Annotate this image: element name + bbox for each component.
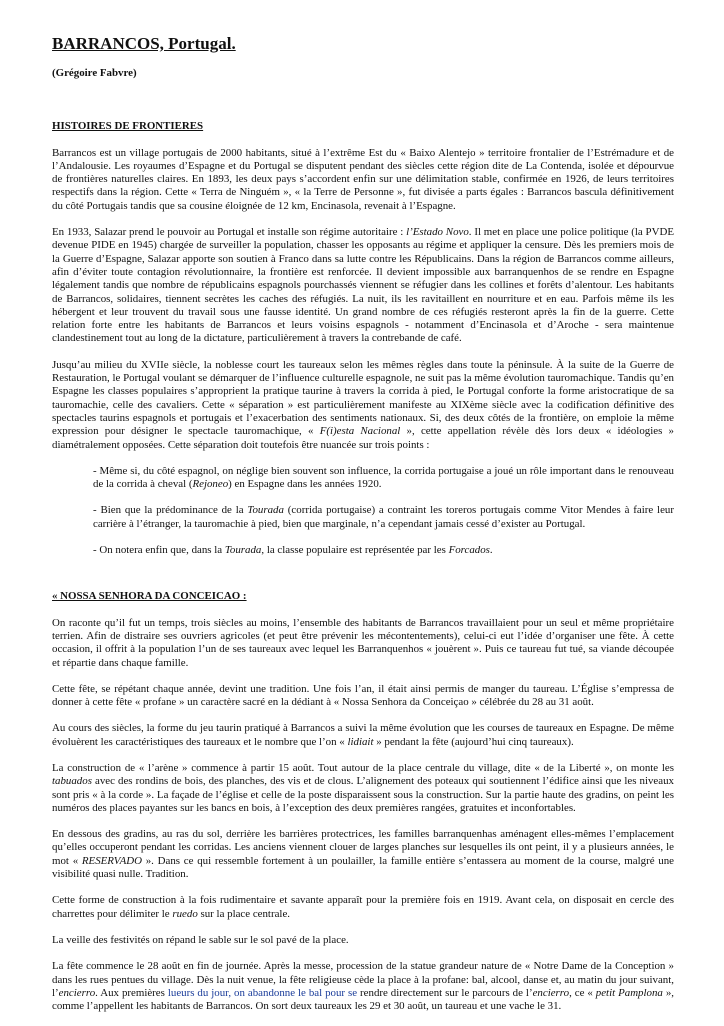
paragraph-4: On raconte qu’il fut un temps, trois siècles au moins, l’ensemble des habitants de Barrancos travaillaient pour un seul et même propriétaire terrien. Afin de distraire ses ouvriers agricoles (et peut être prévenir les mécontentements), celui-ci eut l’idée d’organiser une fête. À cette occasion, il offrit à la population l’un de ses taureaux avec lequel les Barranquenhos « jouèrent ». Puis ce taureau fut tué, sa viande découpée et répartie dans chaque famille. bbox=[52, 616, 674, 669]
paragraph-10: La veille des festivités on répand le sable sur le sol pavé de la place. bbox=[52, 933, 349, 946]
bullet-point-3: - On notera enfin que, dans la Tourada, la classe populaire est représentée par les Forcados. bbox=[93, 544, 493, 557]
document-page bbox=[52, 34, 674, 1026]
paragraph-7: La construction de « l’arène » commence à partir 15 août. Tout autour de la place centrale du village, dite « de la Liberté », on monte les tabuados avec des rondins de bois, des planches, des vis et de clous. L’alignement des poteaux qui soutiennent l’édifice ainsi que les niveaux sont pris « à la corde ». La façade de l’église et celle de la poste disparaissent sous la construction. Sur la partie haute des gradins, on peint les numéros des places payantes sur les bancs en bois, à l’exception des deux premières rangées, gratuites et inconfortables. bbox=[52, 761, 674, 814]
section-heading-conceicao: « NOSSA SENHORA DA CONCEICAO : bbox=[52, 590, 247, 603]
document-author: (Grégoire Fabvre) bbox=[52, 67, 137, 79]
paragraph-2: En 1933, Salazar prend le pouvoir au Portugal et installe son régime autoritaire : l’Estado Novo. Il met en place une police politique (la PVDE devenue PIDE en 1945) chargée de surveiller la population, chasser les opposants au régime et appliquer la censure. Dès les premiers mois de la Guerre d’Espagne, Salazar apporte son soutien à Franco dans sa lutte contre les Républicains. Dans la région de Barrancos comme ailleurs, afin d’éviter toute contagion révolutionnaire, la frontière est renforcée. Il devient impossible aux barranquenhos de se rendre en Espagne légalement tandis que nombre de républicains espagnols pourchassés viennent se réfugier dans les collines et forêts d’alentour. Les habitants de Barrancos, solidaires, tiennent secrètes les caches des réfugiés. La nuit, ils les ravitaillent en nourriture et en eau. Parfois même ils les hébergent et leur trouvent du travail sous une fausse identité. Un grand nombre de ces réfugiés resteront après la fin de la guerre. Cette relation forte entre les habitants de Barrancos et leurs voisins espagnols - notamment d’Encinasola et d’Aroche - sera maintenue clandestinement tout au long de la dictature, particulièrement à travers la contrebande de café. bbox=[52, 226, 674, 345]
paragraph-8: En dessous des gradins, au ras du sol, derrière les barrières protectrices, les familles barranquenhas aménagent elles-mêmes l’emplacement qu’elles occuperont pendant les corridas. Les anciens viennent clouer de larges planches sur lesquelles ils ont peint, il y a plusieurs années, le mot « RESERVADO ». Dans ce qui ressemble fortement à un poulailler, la famille entière s’entassera au moment de la course, malgré une visibilité quasi nulle. Tradition. bbox=[52, 828, 674, 881]
paragraph-6: Au cours des siècles, la forme du jeu taurin pratiqué à Barrancos a suivi la même évolution que les courses de taureaux en Espagne. De même évoluèrent les caractéristiques des taureaux et le nombre que l’on « lidiait » pendant la fête (aujourd’hui cinq taureaux). bbox=[52, 722, 674, 748]
paragraph-1: Barrancos est un village portugais de 2000 habitants, situé à l’extrême Est du « Baixo Alentejo » territoire frontalier de l’Estrémadure et de l’Andalousie. Les royaumes d’Espagne et du Portugal se disputent pendant des siècles cette région dite de La Contenda, isolée et dépourvue de frontières naturelles claires. En 1893, les deux pays s’accordent enfin sur une délimitation stable, confirmée en 1926, de leurs territoires respectifs dans la région. Cette « Terra de Ninguém », « la Terre de Personne », fut divisée a parts égales : Barrancos bascula définitivement du côté Portugais tandis que sa cousine éloignée de 12 km, Encinasola, revenait à l’Espagne. bbox=[52, 146, 674, 212]
paragraph-11: La fête commence le 28 août en fin de journée. Après la messe, procession de la statue grandeur nature de « Notre Dame de la Conception » dans les rues pentues du village. Dès la nuit venue, la fête religieuse cède la place à la profane: bal, alcool, danse et, au matin du jour suivant, l’encierro. Aux premières lueurs du jour, on abandonne le bal pour se rendre directement sur le parcours de l’encierro, ce « petit Pamplona », comme l’appellent les habitants de Barrancos. On sort deux taureaux les 29 et 30 août, un taureau et une vache le 31. bbox=[52, 960, 674, 1013]
highlighted-link-text[interactable]: lueurs du jour, on abandonne le bal pour se bbox=[167, 986, 358, 999]
bullet-point-2: - Bien que la prédominance de la Tourada (corrida portugaise) a contraint les toreros portugais comme Vitor Mendes à faire leur carrière à l’étranger, la tauromachie à pied, bien que marginale, n’a cependant jamais cessé d’exister au Portugal. bbox=[93, 504, 674, 530]
paragraph-5: Cette fête, se répétant chaque année, devint une tradition. Une fois l’an, il était ainsi permis de manger du taureau. L’Église s’empressa de donner à cette fête « profane » un caractère sacré en la dédiant à « Nossa Senhora da Conceiçao » célébrée du 28 au 31 août. bbox=[52, 682, 674, 709]
section-heading-frontieres: HISTOIRES DE FRONTIERES bbox=[52, 120, 204, 133]
bullet-point-1: - Même si, du côté espagnol, on néglige bien souvent son influence, la corrida portugaise a joué un rôle important dans le renouveau de la corrida à cheval (Rejoneo) en Espagne dans les années 1920. bbox=[93, 464, 674, 491]
document-title: BARRANCOS, Portugal. bbox=[52, 34, 236, 53]
paragraph-9: Cette forme de construction à la fois rudimentaire et savante apparaît pour la première fois en 1919. Avant cela, on disposait en cercle des charrettes pour délimiter le ruedo sur la place centrale. bbox=[52, 894, 674, 920]
paragraph-3: Jusqu’au milieu du XVIIe siècle, la noblesse court les taureaux selon les mêmes règles dans toute la péninsule. À la suite de la Guerre de Restauration, le Portugal voulant se démarquer de l’influence culturelle espagnole, ne suit pas la même évolution tauromachique. Tandis qu’en Espagne les classes populaires s’approprient la pratique taurine à travers la corrida à pied, le Portugal conforte la forme aristocratique de sa tauromachie, celle des cavaliers. Cette « séparation » est particulièrement manifeste au XIXème siècle avec la codification définitive des spectacles taurins espagnols et portugais et l’exacerbation des sentiments nationaux. Si, des deux côtés de la frontière, on emploie la même expression pour désigner le spectacle tauromachique, « F(i)esta Nacional », cette appellation révèle dès lors deux « idéologies » diamétralement opposées. Cette séparation doit toutefois être nuancée sur trois points : bbox=[52, 358, 674, 451]
